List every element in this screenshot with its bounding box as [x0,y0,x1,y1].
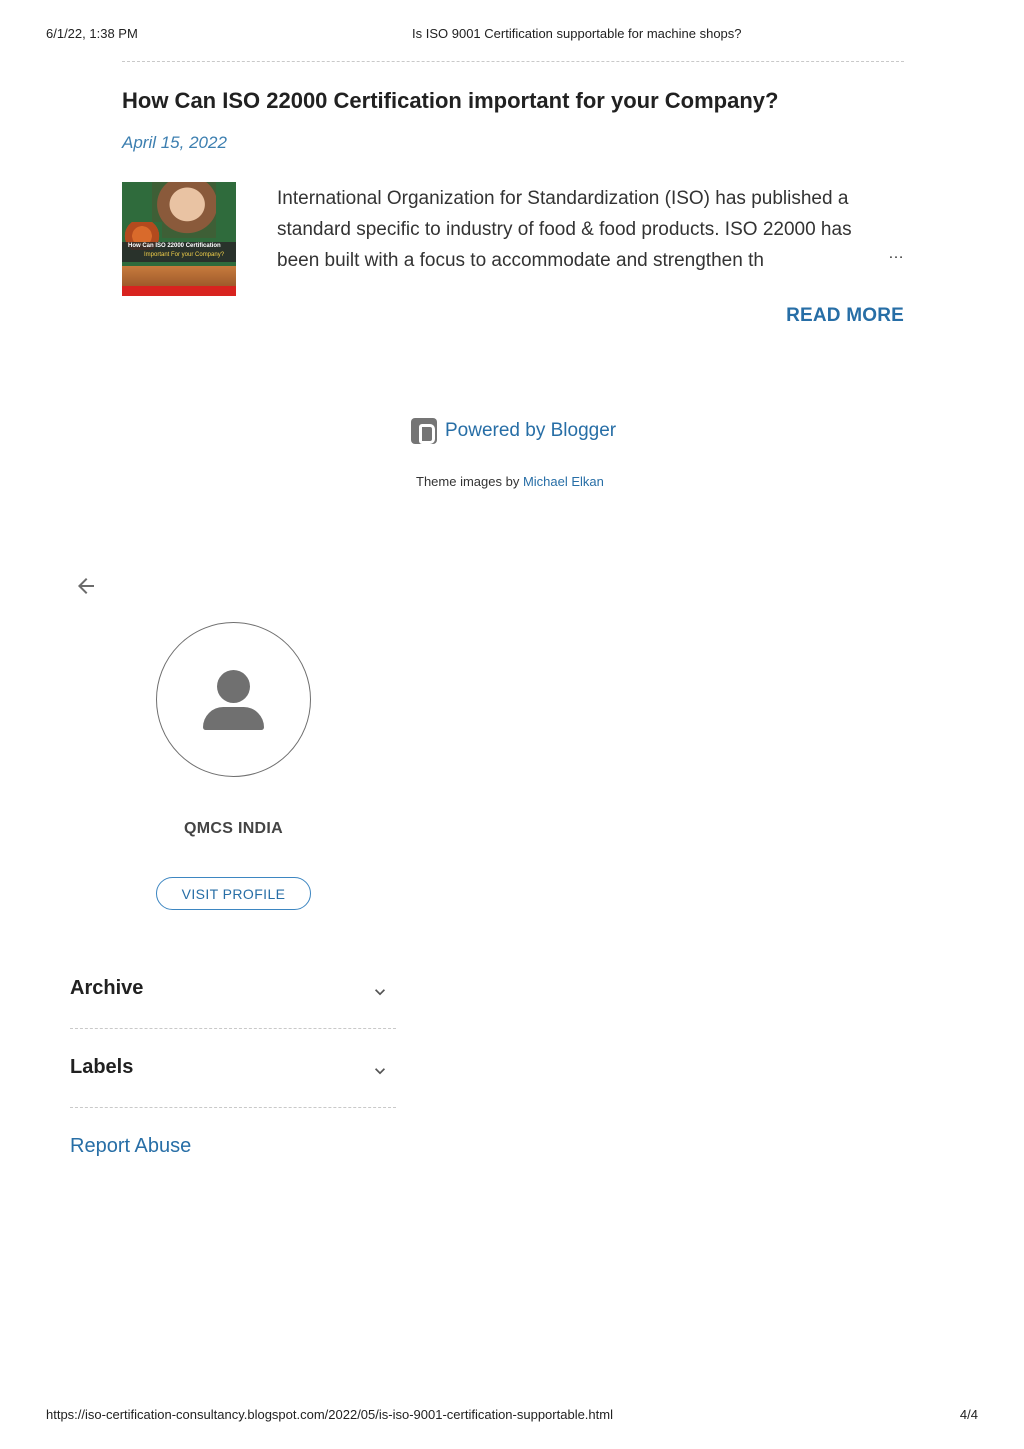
post-thumbnail[interactable] [122,182,236,296]
thumbnail-footer-bar [122,286,236,296]
report-abuse-link[interactable]: Report Abuse [70,1135,192,1157]
print-datetime: 6/1/22, 1:38 PM [46,26,138,41]
snippet-ellipsis: … [888,245,904,262]
print-footer [0,1407,1024,1423]
print-header [0,26,1024,42]
blogger-icon [411,418,437,444]
read-more-link[interactable]: READ MORE [786,305,904,326]
print-page-number: 4/4 [959,1407,978,1422]
thumbnail-caption-line1: How Can ISO 22000 Certification [128,243,221,249]
post-date[interactable]: April 15, 2022 [122,133,227,152]
post-title[interactable]: How Can ISO 22000 Certification important for your Company? [122,88,779,113]
person-icon [217,670,250,703]
snippet-line: International Organization for Standardization (ISO) has published a [277,188,849,209]
print-url: https://iso-certification-consultancy.blogspot.com/2022/05/is-iso-9001-certification-supportable.html [46,1407,613,1422]
thumbnail-caption-line2: Important For your Company? [144,252,225,258]
theme-credit-prefix: Theme images by [416,474,520,489]
person-icon-body [203,707,264,730]
labels-section-toggle[interactable] [70,1029,396,1108]
powered-by-blogger-link[interactable] [411,417,616,445]
post-divider [122,61,904,62]
print-doc-title: Is ISO 9001 Certification supportable for machine shops? [412,26,742,41]
avatar[interactable] [156,622,311,777]
chevron-down-icon [370,1061,390,1081]
chevron-down-icon [370,982,390,1002]
theme-credit [416,474,604,489]
snippet-line: been built with a focus to accommodate and strengthen th [277,250,764,271]
profile-name[interactable]: QMCS INDIA [184,820,283,837]
archive-label: Archive [70,977,144,999]
arrow-left-icon[interactable] [74,574,98,598]
powered-by-text: Powered by Blogger [445,420,617,441]
archive-section-toggle[interactable] [70,950,396,1029]
post-snippet [277,183,877,276]
visit-profile-button[interactable]: VISIT PROFILE [156,877,311,910]
snippet-line: standard specific to industry of food & food products. ISO 22000 has [277,219,852,240]
theme-author-link[interactable]: Michael Elkan [522,474,604,489]
labels-label: Labels [70,1056,134,1078]
